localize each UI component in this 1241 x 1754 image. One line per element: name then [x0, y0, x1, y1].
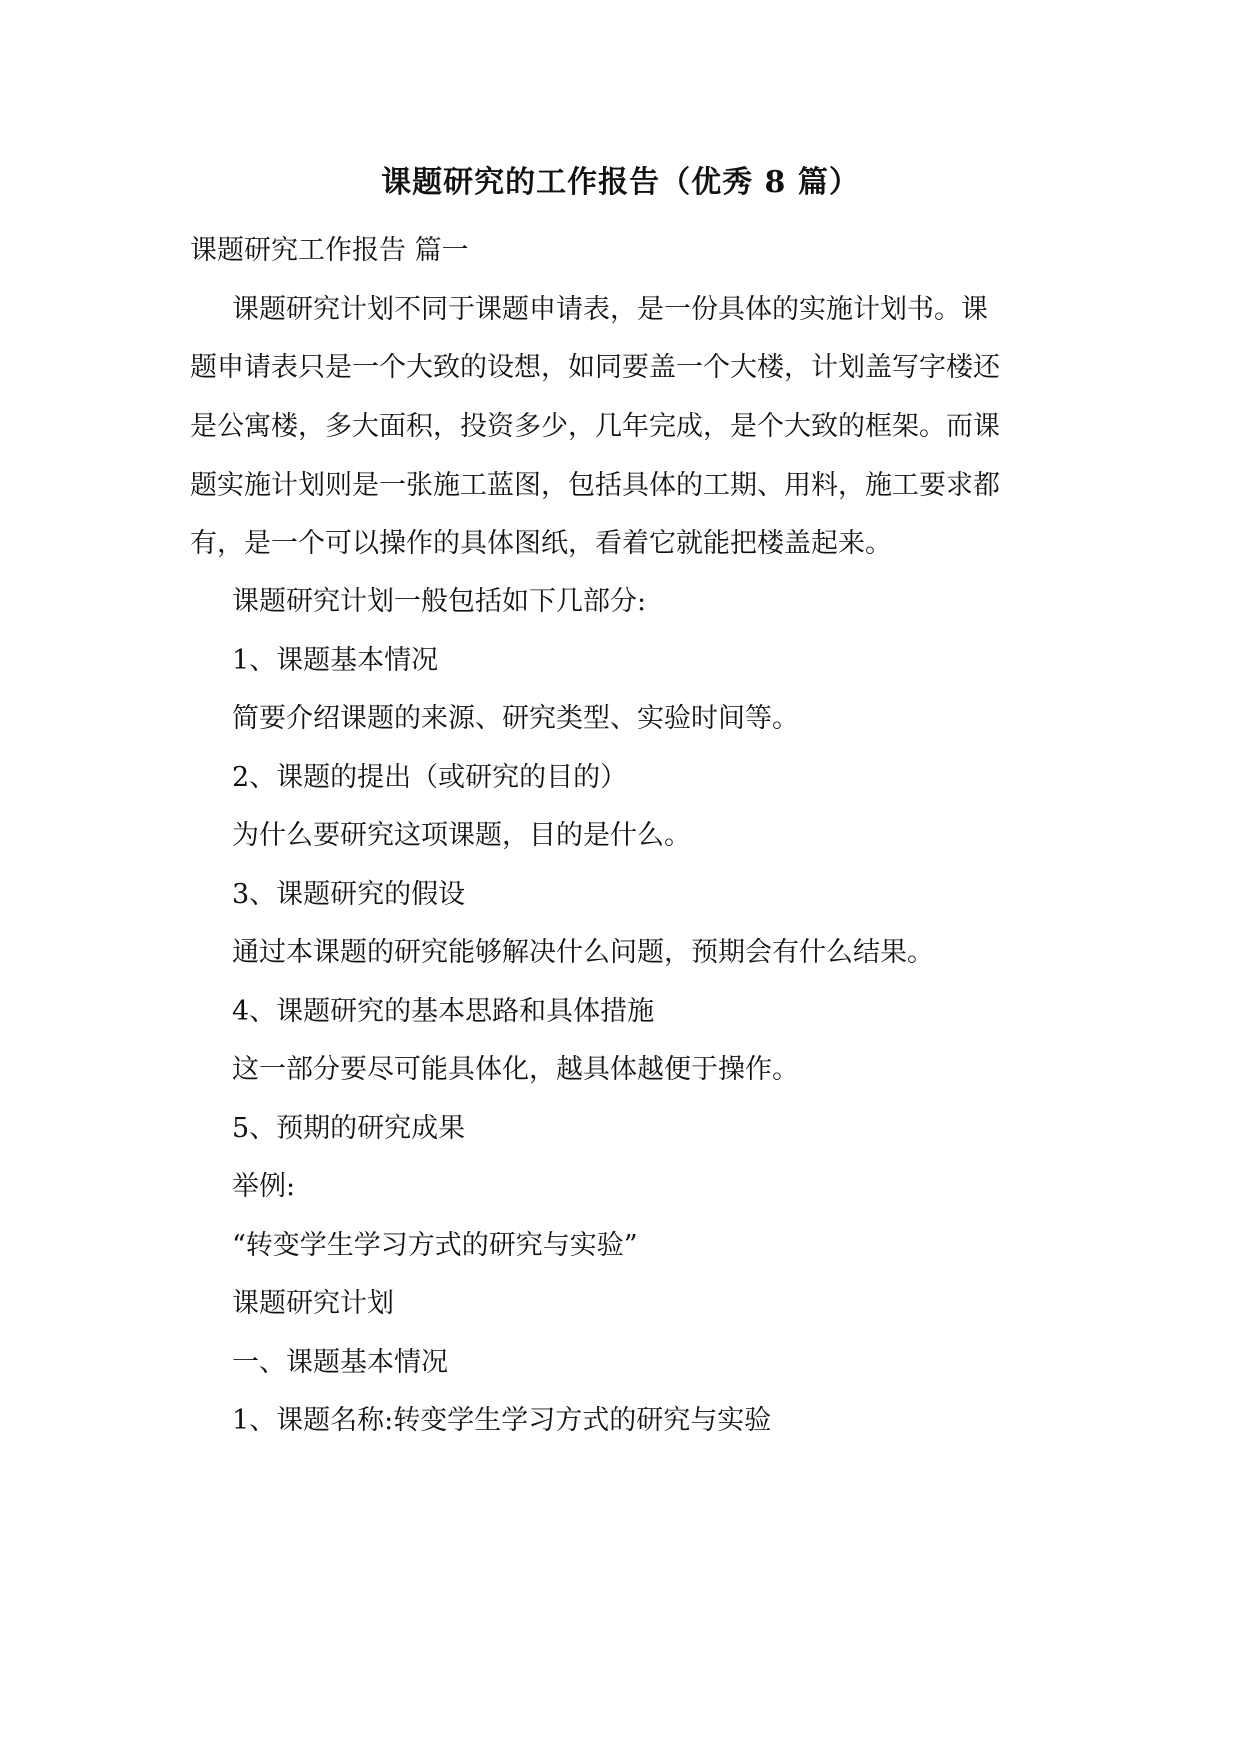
text-line: 举例:: [232, 1171, 296, 1202]
text-line: 课题研究计划一般包括如下几部分:: [232, 586, 647, 617]
numbered-heading: 4、课题研究的基本思路和具体措施: [232, 996, 655, 1027]
document-title: 课题研究的工作报告（优秀 8 篇）: [381, 165, 860, 200]
numbered-heading: 5、预期的研究成果: [232, 1113, 466, 1144]
paragraph-line: 是公寓楼，多大面积，投资多少，几年完成，是个大致的框架。而课: [190, 411, 1000, 442]
numbered-heading: 1、课题名称:转变学生学习方式的研究与实验: [232, 1405, 772, 1436]
paragraph-line: 题实施计划则是一张施工蓝图，包括具体的工期、用料，施工要求都: [190, 470, 1000, 501]
text-line: 为什么要研究这项课题，目的是什么。: [232, 820, 691, 851]
paragraph-line: 有，是一个可以操作的具体图纸，看着它就能把楼盖起来。: [190, 528, 892, 559]
text-line: 课题研究计划: [232, 1288, 394, 1319]
numbered-heading: 3、课题研究的假设: [232, 879, 466, 910]
text-line: 通过本课题的研究能够解决什么问题，预期会有什么结果。: [232, 937, 934, 968]
paragraph-line: 课题研究计划不同于课题申请表，是一份具体的实施计划书。课: [232, 294, 988, 325]
text-line: 这一部分要尽可能具体化，越具体越便于操作。: [232, 1054, 799, 1085]
numbered-heading: 一、课题基本情况: [232, 1347, 448, 1378]
numbered-heading: 2、课题的提出（或研究的目的）: [232, 762, 628, 793]
numbered-heading: 1、课题基本情况: [232, 645, 439, 676]
section-heading: 课题研究工作报告 篇一: [190, 235, 469, 266]
paragraph-line: 题申请表只是一个大致的设想，如同要盖一个大楼，计划盖写字楼还: [190, 352, 1000, 383]
example-title: “转变学生学习方式的研究与实验”: [232, 1230, 638, 1261]
text-line: 简要介绍课题的来源、研究类型、实验时间等。: [232, 703, 799, 734]
